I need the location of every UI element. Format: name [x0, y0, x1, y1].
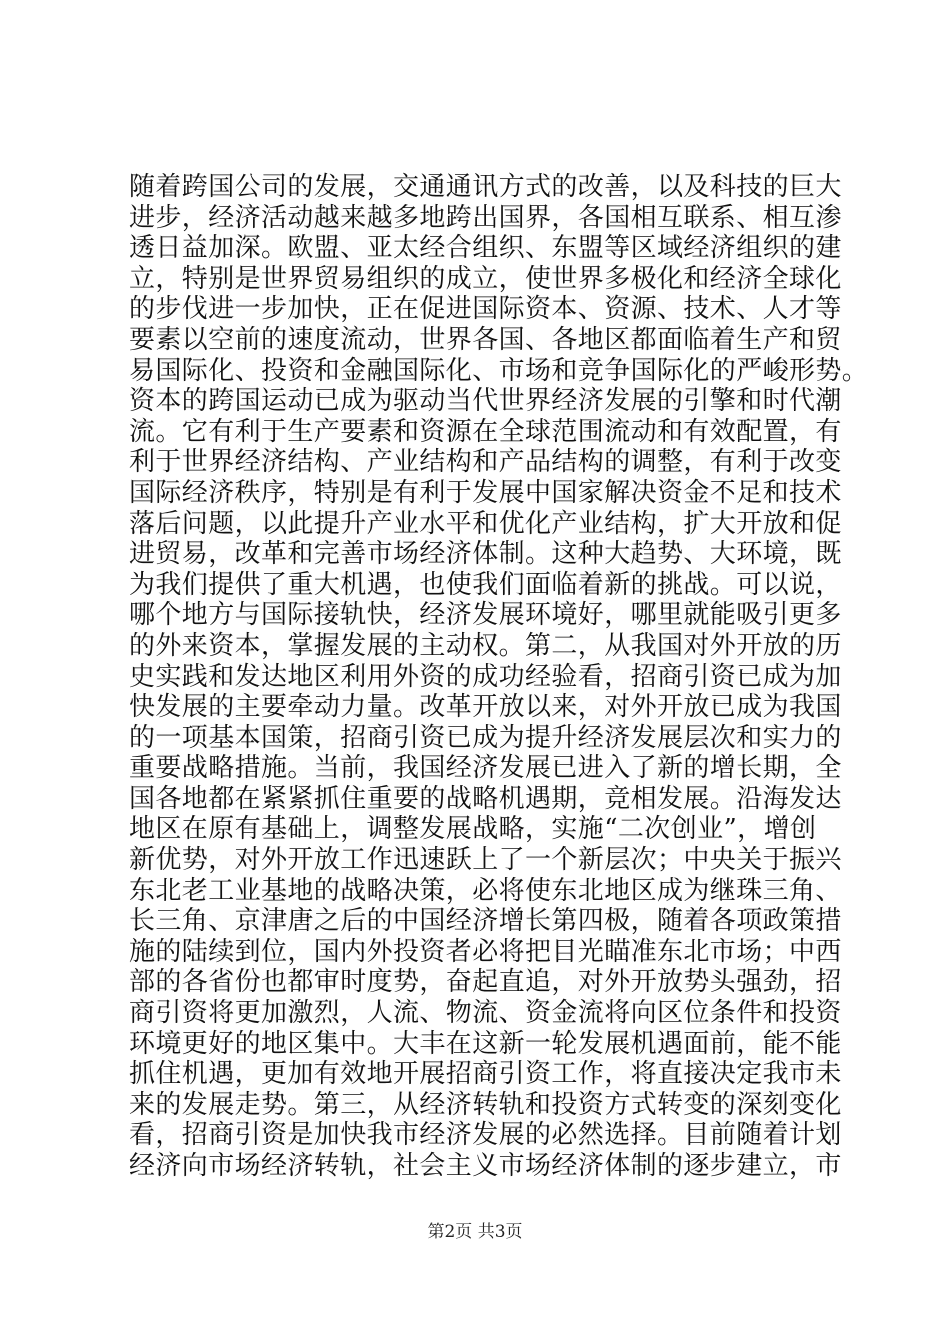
body-text: [129, 172, 869, 1182]
text-line: 国各地都在紧紧抓住重要的战略机遇期，竞相发展。沿海发达: [129, 783, 842, 814]
text-line: 利于世界经济结构、产业结构和产品结构的调整，有利于改变: [129, 447, 842, 478]
page-footer: 第2页 共3页: [427, 1222, 523, 1242]
text-line: 落后问题，以此提升产业水平和优化产业结构，扩大开放和促: [129, 508, 842, 539]
text-line: 流。它有利于生产要素和资源在全球范围流动和有效配置，有: [129, 416, 842, 447]
text-line: 为我们提供了重大机遇，也使我们面临着新的挑战。可以说，: [129, 569, 842, 600]
text-line: 的步伐进一步加快，正在促进国际资本、资源、技术、人才等: [129, 294, 842, 325]
text-line: 东北老工业基地的战略决策，必将使东北地区成为继珠三角、: [129, 875, 842, 906]
text-line: 史实践和发达地区利用外资的成功经验看，招商引资已成为加: [129, 661, 842, 692]
text-line: 地区在原有基础上，调整发展战略，实施“二次创业”，增创: [129, 814, 817, 845]
text-line: 新优势，对外开放工作迅速跃上了一个新层次；中央关于振兴: [129, 845, 842, 876]
text-line: 哪个地方与国际接轨快，经济发展环境好，哪里就能吸引更多: [129, 600, 842, 631]
text-line: 经济向市场经济转轨，社会主义市场经济体制的逐步建立，市: [129, 1151, 842, 1181]
text-line: 部的各省份也都审时度势，奋起直追，对外开放势头强劲，招: [129, 967, 842, 998]
text-line: 看，招商引资是加快我市经济发展的必然选择。目前随着计划: [129, 1120, 842, 1151]
text-line: 重要战略措施。当前，我国经济发展已进入了新的增长期，全: [129, 753, 842, 784]
text-line: 要素以空前的速度流动，世界各国、各地区都面临着生产和贸: [129, 324, 842, 355]
text-line: 资本的跨国运动已成为驱动当代世界经济发展的引擎和时代潮: [129, 386, 842, 417]
text-line: 抓住机遇，更加有效地开展招商引资工作，将直接决定我市未: [129, 1059, 842, 1090]
text-line: 快发展的主要牵动力量。改革开放以来，对外开放已成为我国: [129, 692, 842, 723]
text-line: 进贸易，改革和完善市场经济体制。这种大趋势、大环境，既: [129, 539, 842, 570]
text-line: 国际经济秩序，特别是有利于发展中国家解决资金不足和技术: [129, 477, 842, 508]
text-line: 透日益加深。欧盟、亚太经合组织、东盟等区域经济组织的建: [129, 233, 842, 264]
text-line: 商引资将更加激烈，人流、物流、资金流将向区位条件和投资: [129, 998, 842, 1029]
text-line: 易国际化、投资和金融国际化、市场和竞争国际化的严峻形势。: [129, 355, 869, 386]
text-line: 的一项基本国策，招商引资已成为提升经济发展层次和实力的: [129, 722, 842, 753]
text-line: 进步，经济活动越来越多地跨出国界，各国相互联系、相互渗: [129, 202, 842, 233]
text-line: 施的陆续到位，国内外投资者必将把目光瞄准东北市场；中西: [129, 936, 842, 967]
text-line: 随着跨国公司的发展，交通通讯方式的改善，以及科技的巨大: [129, 172, 842, 202]
text-line: 环境更好的地区集中。大丰在这新一轮发展机遇面前，能不能: [129, 1028, 842, 1059]
text-line: 立，特别是世界贸易组织的成立，使世界多极化和经济全球化: [129, 263, 842, 294]
text-line: 的外来资本，掌握发展的主动权。第二，从我国对外开放的历: [129, 630, 842, 661]
text-line: 长三角、京津唐之后的中国经济增长第四极，随着各项政策措: [129, 906, 842, 937]
text-line: 来的发展走势。第三，从经济转轨和投资方式转变的深刻变化: [129, 1089, 842, 1120]
